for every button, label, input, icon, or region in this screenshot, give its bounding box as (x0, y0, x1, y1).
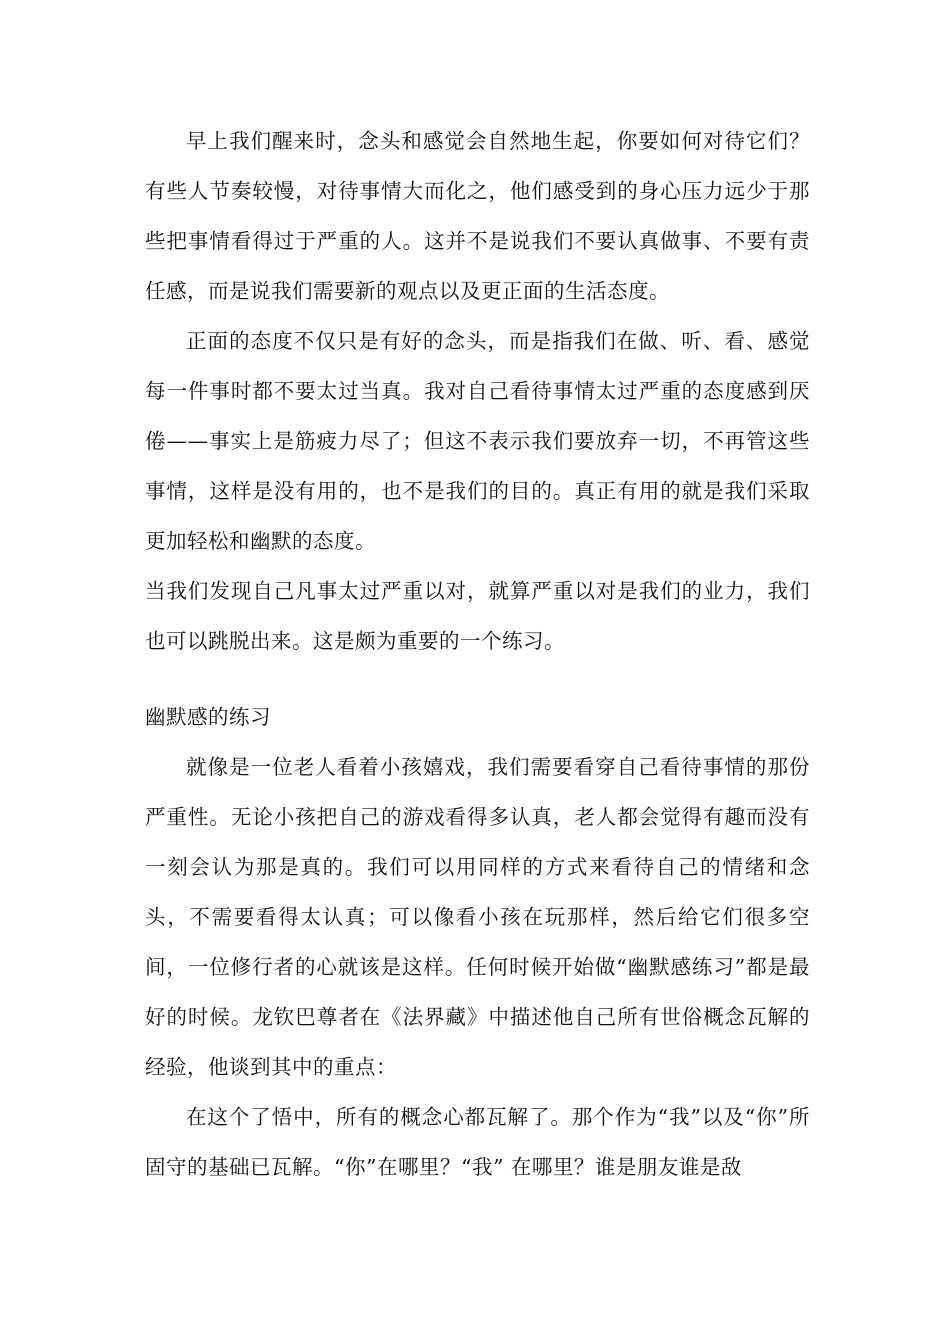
paragraph-old-man-child: 就像是一位老人看着小孩嬉戏，我们需要看穿自己看待事情的那份严重性。无论小孩把自己的游戏看得多认真，老人都会觉得有趣而没有一刻会认为那是真的。我们可以用同样的方式来看待自己的情绪和念头，不需要看得太认真；可以像看小孩在玩那样，然后给它们很多空间，一位修行者的心就该是这样。任何时候开始做“幽默感练习”都是最好的时候。龙钦巴尊者在《法界藏》中描述他自己所有世俗概念瓦解的经验，他谈到其中的重点： (145, 755, 810, 1079)
document-body (145, 116, 810, 1192)
section-heading: 幽默感的练习 (145, 705, 271, 729)
paragraph-positive-attitude: 正面的态度不仅只是有好的念头，而是指我们在做、听、看、感觉每一件事时都不要太过当真。我对自己看待事情太过严重的态度感到厌倦——事实上是筋疲力尽了；但这不表示我们要放弃一切，不再管这些事情，这样是没有用的，也不是我们的目的。真正有用的就是我们采取更加轻松和幽默的态度。 (145, 329, 810, 553)
paragraph-morning-thoughts: 早上我们醒来时，念头和感觉会自然地生起，你要如何对待它们？有些人节奏较慢，对待事情大而化之，他们感受到的身心压力远少于那些把事情看得过于严重的人。这并不是说我们不要认真做事、不要有责任感，而是说我们需要新的观点以及更正面的生活态度。 (145, 129, 810, 303)
paragraph-step-out: 当我们发现自己凡事太过严重以对，就算严重以对是我们的业力，我们也可以跳脱出来。这是颇为重要的一个练习。 (145, 579, 810, 653)
paragraph-realization: 在这个了悟中，所有的概念心都瓦解了。那个作为“我”以及“你”所固守的基础已瓦解。“你”在哪里？“我” 在哪里？谁是朋友谁是敌 (145, 1105, 810, 1179)
